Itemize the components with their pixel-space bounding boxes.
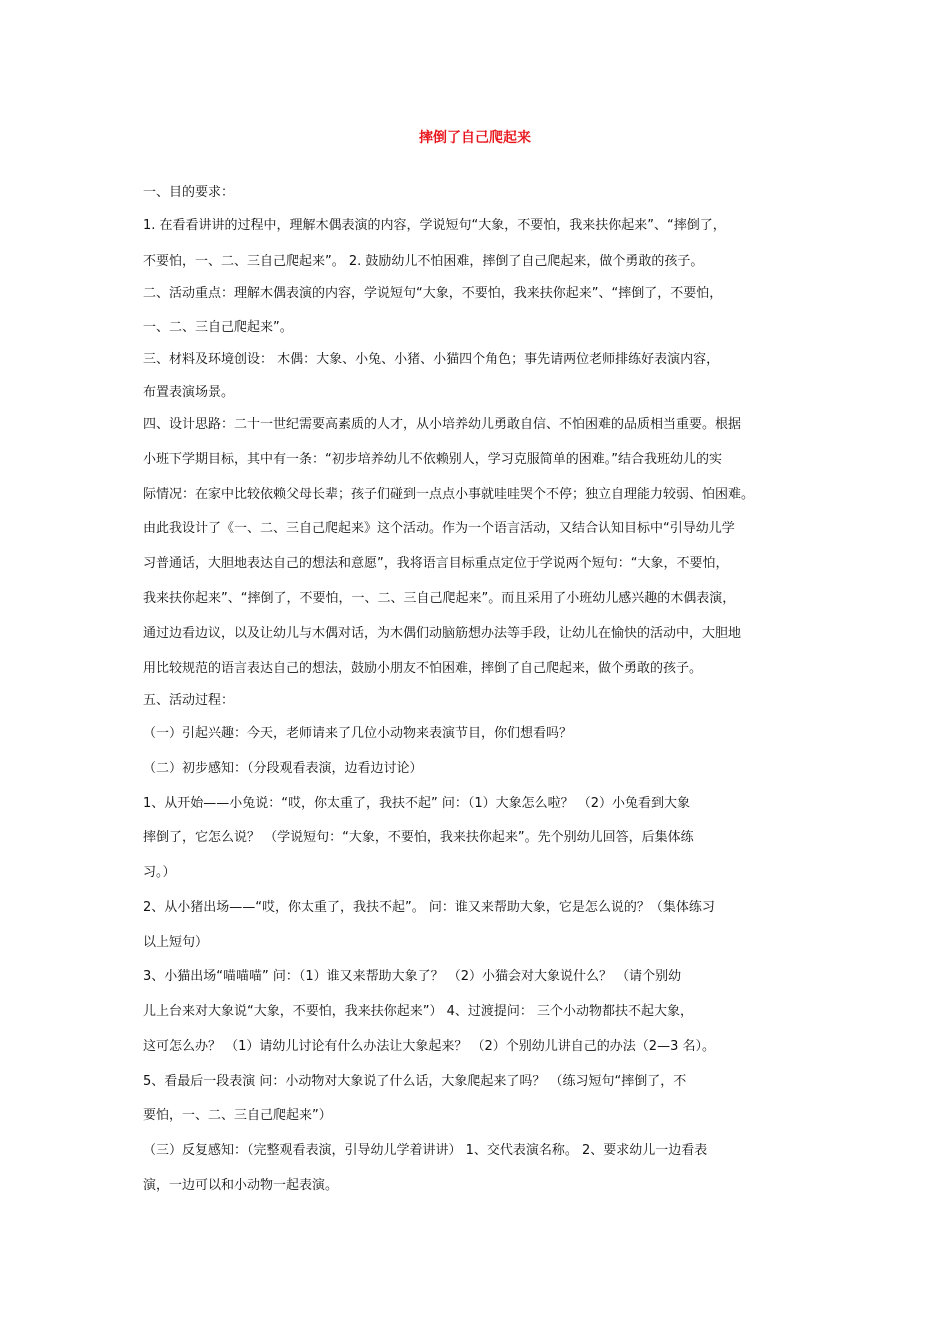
- text-line: 用比较规范的语言表达自己的想法，鼓励小朋友不怕困难，摔倒了自己爬起来，做个勇敢的孩子。: [143, 661, 703, 676]
- text-line: 要怕，一、二、三自己爬起来”）: [143, 1108, 332, 1123]
- text-line: 三、材料及环境创设： 木偶：大象、小兔、小猪、小猫四个角色；事先请两位老师排练好表演内容，: [143, 352, 720, 367]
- text-line: 习普通话，大胆地表达自己的想法和意愿”，我将语言目标重点定位于学说两个短句：“大象，不要怕，: [143, 556, 729, 571]
- text-line: 一、目的要求：: [143, 185, 235, 200]
- text-line: 通过边看边议，以及让幼儿与木偶对话，为木偶们动脑筋想办法等手段，让幼儿在愉快的活动中，大胆地: [143, 626, 742, 641]
- text-line: 儿上台来对大象说“大象，不要怕，我来扶你起来”） 4、过渡提问： 三个小动物都扶不起大象，: [143, 1004, 694, 1019]
- text-line: 以上短句）: [143, 935, 209, 950]
- text-line: 我来扶你起来”、“摔倒了，不要怕，一、二、三自己爬起来”。而且采用了小班幼儿感兴趣的木偶表演，: [143, 591, 736, 606]
- text-line: 五、活动过程：: [143, 693, 235, 708]
- text-line: 5、看最后一段表演 问：小动物对大象说了什么话，大象爬起来了吗？ （练习短句“摔倒了，不: [143, 1074, 687, 1089]
- text-line: 四、设计思路：二十一世纪需要高素质的人才，从小培养幼儿勇敢自信、不怕困难的品质相当重要。根据: [143, 417, 742, 432]
- text-line: 小班下学期目标，其中有一条：“初步培养幼儿不依赖别人，学习克服简单的困难。”结合我班幼儿的实: [143, 452, 722, 467]
- text-line: 这可怎么办？ （1）请幼儿讨论有什么办法让大象起来？ （2）个别幼儿讲自己的办法（2—3 名）。: [143, 1039, 715, 1054]
- text-line: 一、二、三自己爬起来”。: [143, 320, 293, 335]
- text-line: 1、从开始——小兔说：“哎，你太重了，我扶不起” 问：（1）大象怎么啦？ （2）小兔看到大象: [143, 796, 691, 811]
- text-line: 1. 在看看讲讲的过程中，理解木偶表演的内容，学说短句“大象，不要怕，我来扶你起来”、“摔倒了，: [143, 218, 726, 233]
- text-line: 二、活动重点：理解木偶表演的内容，学说短句“大象，不要怕，我来扶你起来”、“摔倒了，不要怕，: [143, 286, 723, 301]
- text-line: 2、从小猪出场——“哎，你太重了，我扶不起”。 问：谁又来帮助大象，它是怎么说的？（集体练习: [143, 900, 715, 915]
- text-line: 由此我设计了《一、二、三自己爬起来》这个活动。作为一个语言活动，又结合认知目标中“引导幼儿学: [143, 521, 735, 536]
- text-line: 习。）: [143, 865, 176, 880]
- document-title: 摔倒了自己爬起来: [419, 130, 531, 146]
- text-line: 际情况：在家中比较依赖父母长辈；孩子们碰到一点点小事就哇哇哭个不停；独立自理能力较弱、怕困难。: [143, 487, 755, 502]
- text-line: 不要怕，一、二、三自己爬起来”。 2. 鼓励幼儿不怕困难，摔倒了自己爬起来，做个勇敢的孩子。: [143, 254, 704, 269]
- text-line: 演，一边可以和小动物一起表演。: [143, 1178, 339, 1193]
- text-line: （三）反复感知：（完整观看表演，引导幼儿学着讲讲） 1、交代表演名称。 2、要求幼儿一边看表: [143, 1143, 708, 1158]
- text-line: （二）初步感知：（分段观看表演，边看边讨论）: [143, 761, 423, 776]
- text-line: （一）引起兴趣：今天，老师请来了几位小动物来表演节目，你们想看吗？: [143, 726, 573, 741]
- text-line: 摔倒了，它怎么说？ （学说短句：“大象，不要怕，我来扶你起来”。先个别幼儿回答，后集体练: [143, 830, 694, 845]
- text-line: 布置表演场景。: [143, 385, 235, 400]
- text-line: 3、小猫出场“喵喵喵” 问：（1）谁又来帮助大象了？ （2）小猫会对大象说什么？ （请个别幼: [143, 969, 682, 984]
